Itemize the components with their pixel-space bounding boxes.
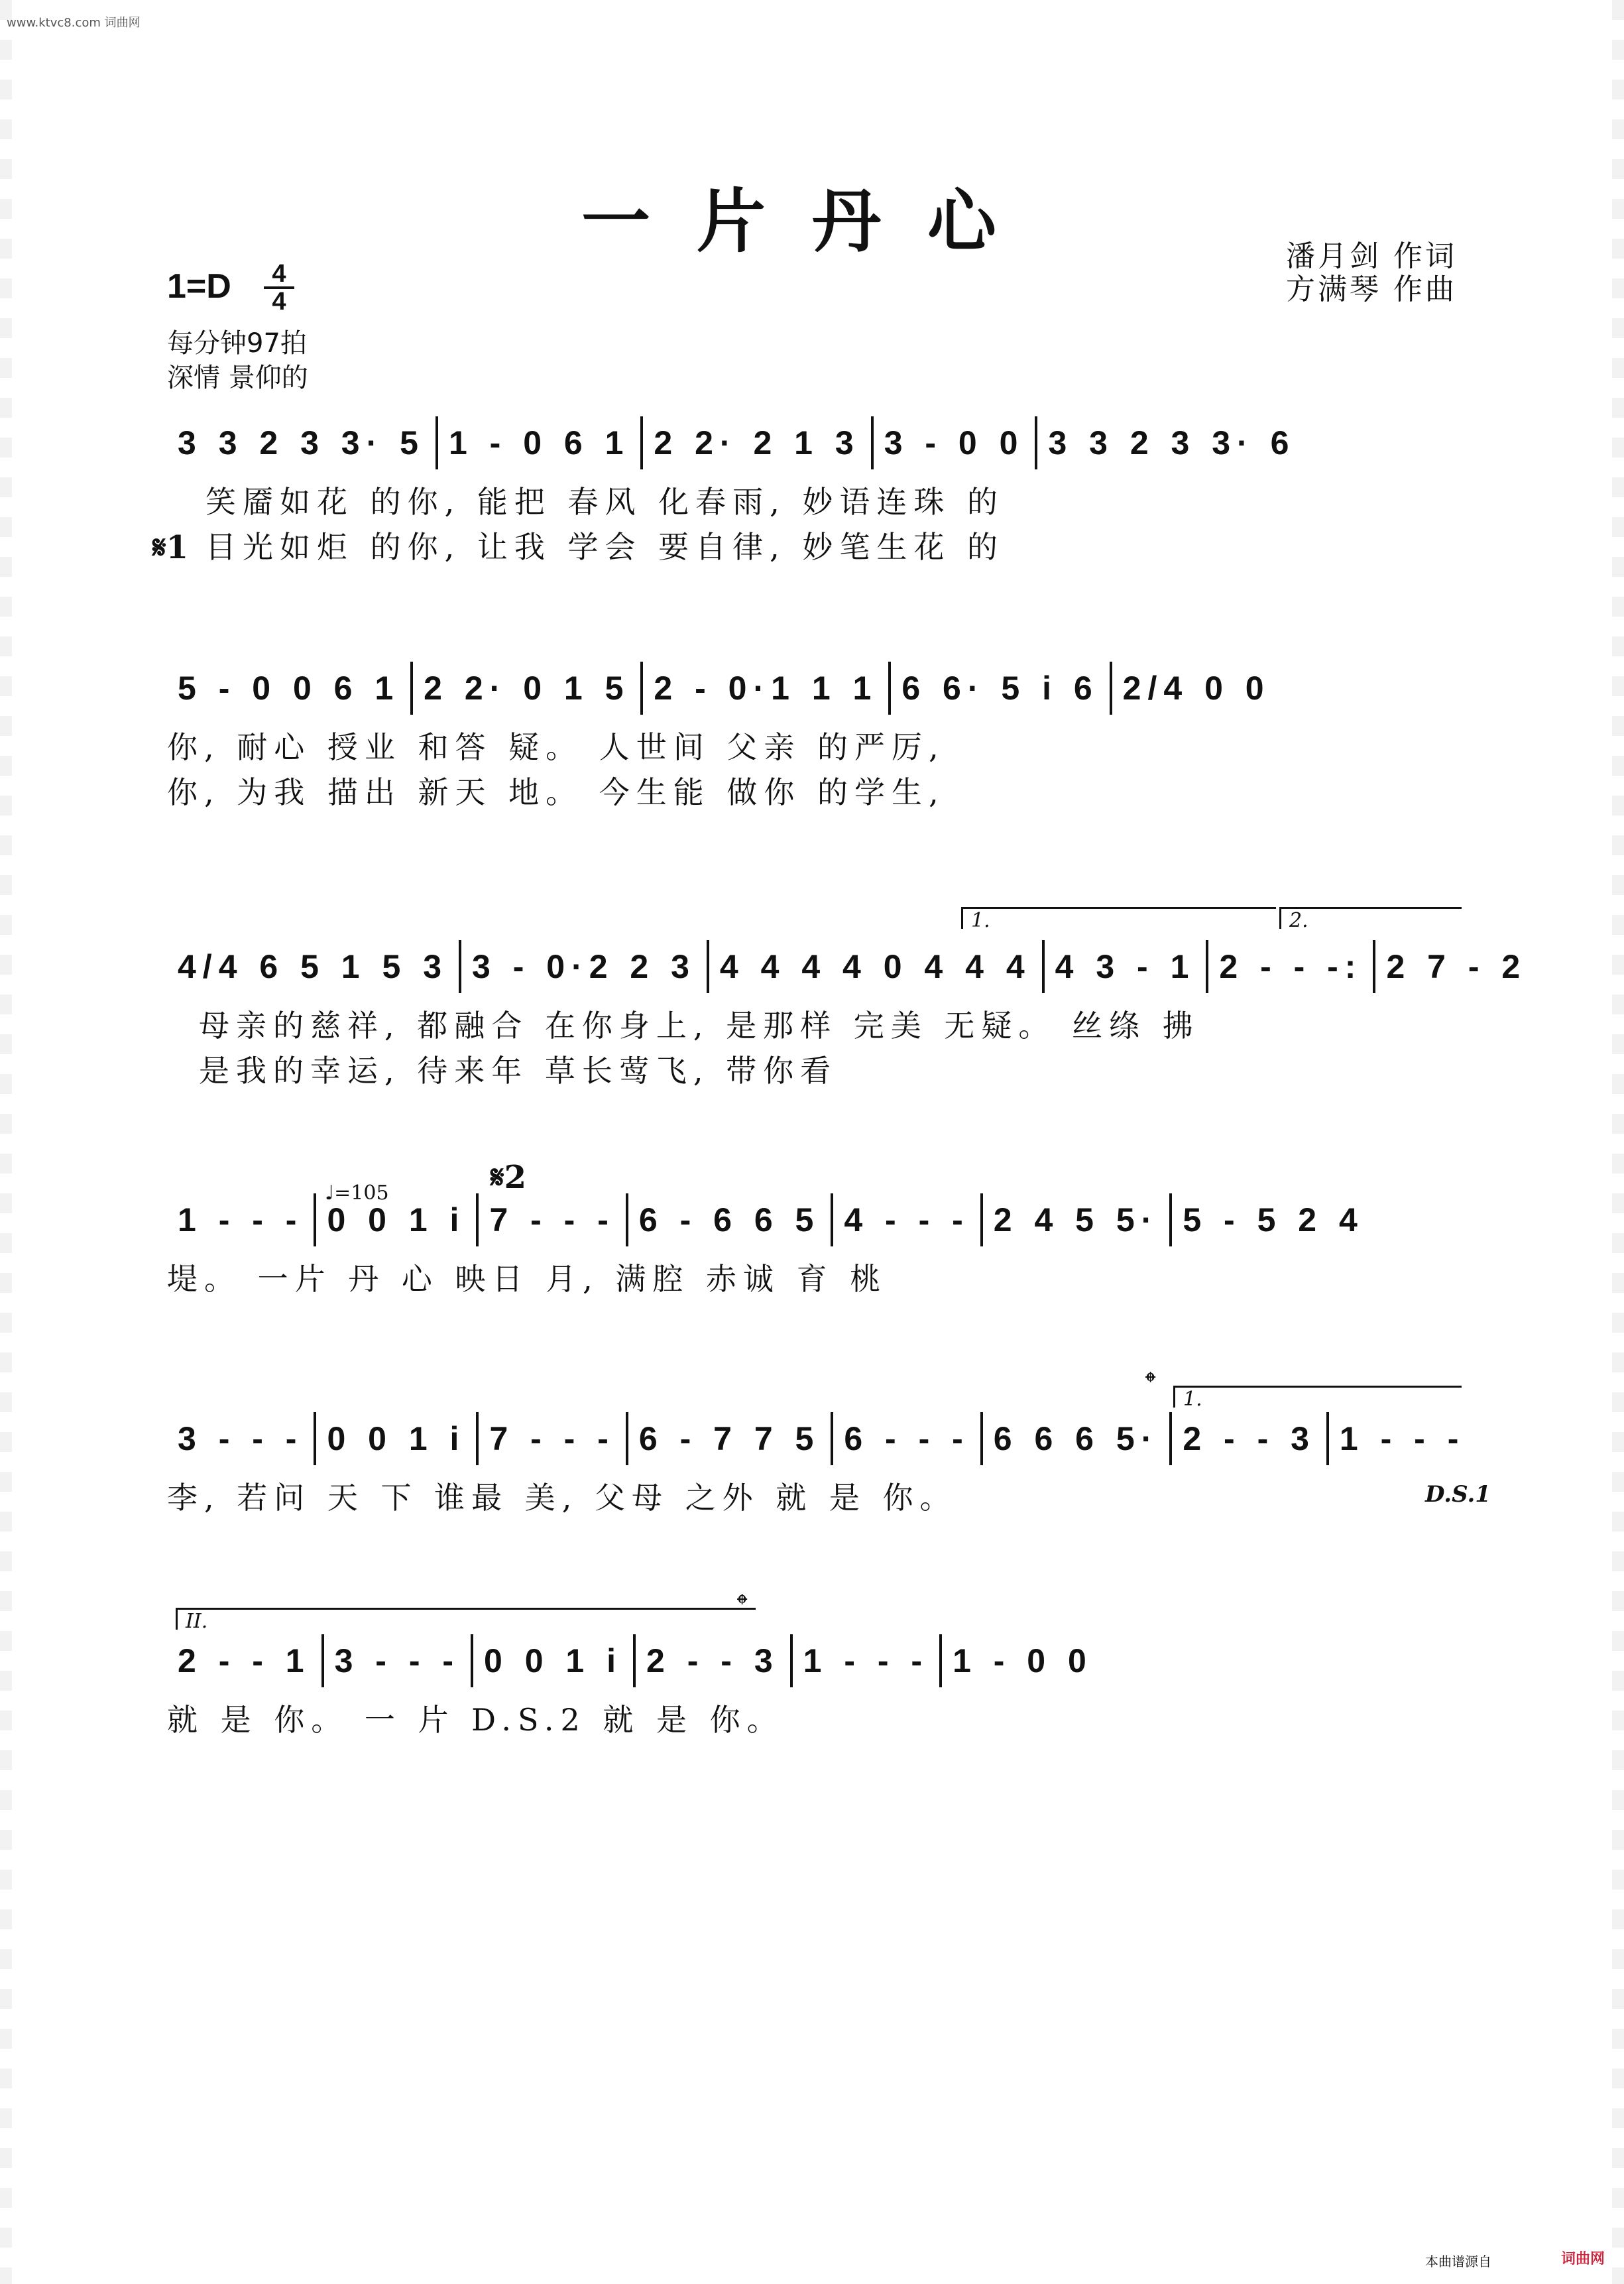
measure: 1 - 0 0 — [953, 1642, 1093, 1679]
song-title: 一片丹心 — [581, 180, 1043, 262]
measure: 3 3 2 3 3· 5 — [167, 416, 438, 469]
measure: 0 0 1 i — [316, 1193, 479, 1246]
volta-bracket-1: 1. — [1173, 1386, 1462, 1408]
measure: 3 - - - — [167, 1412, 316, 1465]
coda-sign-icon: 𝄌 — [1145, 1366, 1156, 1400]
measure: 4/4 6 5 1 5 3 — [167, 940, 461, 993]
measure: 6 6· 5 i 6 — [891, 662, 1112, 715]
tempo-change-marking: ♩=105 — [325, 1181, 389, 1205]
time-signature-denominator: 4 — [264, 286, 294, 314]
footer-site-logo: 词曲网 — [1561, 2251, 1605, 2267]
measure: 6 6 6 5· — [983, 1412, 1173, 1465]
site-url-header: www.ktvc8.com 词曲网 — [7, 16, 141, 30]
measure: 2 - 0·1 1 1 — [643, 662, 891, 715]
measure: 5 - 0 0 6 1 — [167, 662, 413, 715]
lyricist-credit: 潘月剑 作词 — [1286, 239, 1457, 273]
lyric-verse-2: 目光如炬 的你, 让我 学会 要自律, 妙笔生花 的 — [205, 529, 1004, 565]
measure: 1 - - - — [1339, 1420, 1466, 1457]
measure: 7 - - - — [479, 1412, 628, 1465]
measure: 6 - 7 7 5 — [628, 1412, 833, 1465]
lyric-ending: 就 是 你。 一 片 D.S.2 就 是 你。 — [167, 1702, 784, 1738]
measure: 2 - - 3 — [636, 1634, 793, 1687]
notation-line — [167, 416, 1460, 469]
tempo-marking: 每分钟97拍 — [167, 328, 307, 359]
segno-1-mark: 𝄋1 — [152, 529, 189, 566]
measure: 4 3 - 1 — [1045, 940, 1209, 993]
measure: 1 - 0 6 1 — [438, 416, 643, 469]
measure: 0 0 1 i — [316, 1412, 479, 1465]
measure: 2 4 5 5· — [983, 1193, 1173, 1246]
composer-credit: 方满琴 作曲 — [1286, 272, 1457, 306]
staff-row-5 — [0, 1366, 1624, 1611]
lyric-verse-2: 是我的幸运, 待来年 草长莺飞, 带你看 — [199, 1053, 838, 1089]
measure: 2 - - 3 — [1172, 1412, 1329, 1465]
staff-row-1 — [0, 416, 1624, 615]
measure: 2 7 - 2 — [1386, 948, 1527, 985]
staff-row-2 — [0, 662, 1624, 861]
volta-bracket-2: 2. — [1279, 907, 1462, 929]
measure: 3 3 2 3 3· 6 — [1048, 424, 1296, 461]
notation-line — [167, 940, 1527, 993]
left-margin-strip — [0, 0, 12, 2284]
measure: 1 - - - — [793, 1634, 942, 1687]
measure: 6 - 6 6 5 — [628, 1193, 833, 1246]
lyric-chorus: 堤。 一片 丹 心 映日 月, 满腔 赤诚 育 桃 — [167, 1261, 888, 1297]
time-signature-numerator: 4 — [272, 260, 286, 288]
measure: 2/4 0 0 — [1122, 670, 1271, 707]
measure: 6 - - - — [833, 1412, 982, 1465]
expression-marking: 深情 景仰的 — [167, 363, 308, 393]
staff-row-3 — [0, 909, 1624, 1139]
measure: 2 2· 0 1 5 — [413, 662, 643, 715]
measure: 0 0 1 i — [473, 1634, 636, 1687]
volta-bracket-2: II. — [176, 1608, 756, 1630]
coda-sign-icon: 𝄌 — [737, 1588, 748, 1622]
notation-line — [167, 1634, 1460, 1687]
key-signature: 1=D — [167, 267, 231, 306]
right-margin-strip — [1612, 0, 1624, 2284]
time-signature — [264, 261, 294, 314]
measure: 7 - - - — [479, 1193, 628, 1246]
measure: 2 - - 1 — [167, 1634, 324, 1687]
lyric-verse-1: 你, 耐心 授业 和答 疑。 人世间 父亲 的严厉, — [167, 729, 945, 765]
segno-2-mark: 𝄋2 — [491, 1159, 527, 1196]
measure: 5 - 5 2 4 — [1183, 1201, 1364, 1238]
measure: 3 - 0·2 2 3 — [461, 940, 709, 993]
footer-source-note: 本曲谱源自 — [1425, 2254, 1491, 2269]
volta-bracket-1: 1. — [961, 907, 1276, 929]
measure: 3 - 0 0 — [874, 416, 1038, 469]
staff-row-4 — [0, 1159, 1624, 1392]
measure: 1 - - - — [167, 1193, 316, 1246]
lyric-chorus: 李, 若问 天 下 谁最 美, 父母 之外 就 是 你。 — [167, 1480, 957, 1516]
measure: 3 - - - — [324, 1634, 473, 1687]
measure: 2 - - -: — [1208, 940, 1375, 993]
lyric-verse-2: 你, 为我 描出 新天 地。 今生能 做你 的学生, — [167, 774, 945, 810]
notation-line — [167, 1412, 1466, 1465]
measure: 4 4 4 4 0 4 4 4 — [709, 940, 1045, 993]
lyric-verse-1: 母亲的慈祥, 都融合 在你身上, 是那样 完美 无疑。 丝绦 拂 — [199, 1008, 1200, 1044]
notation-line — [167, 1193, 1460, 1246]
measure: 4 - - - — [833, 1193, 982, 1246]
lyric-verse-1: 笑靥如花 的你, 能把 春风 化春雨, 妙语连珠 的 — [205, 484, 1004, 520]
dal-segno-1-mark: D.S.1 — [1425, 1481, 1491, 1508]
measure: 2 2· 2 1 3 — [643, 416, 873, 469]
staff-row-6 — [0, 1588, 1624, 1833]
notation-line — [167, 662, 1460, 715]
